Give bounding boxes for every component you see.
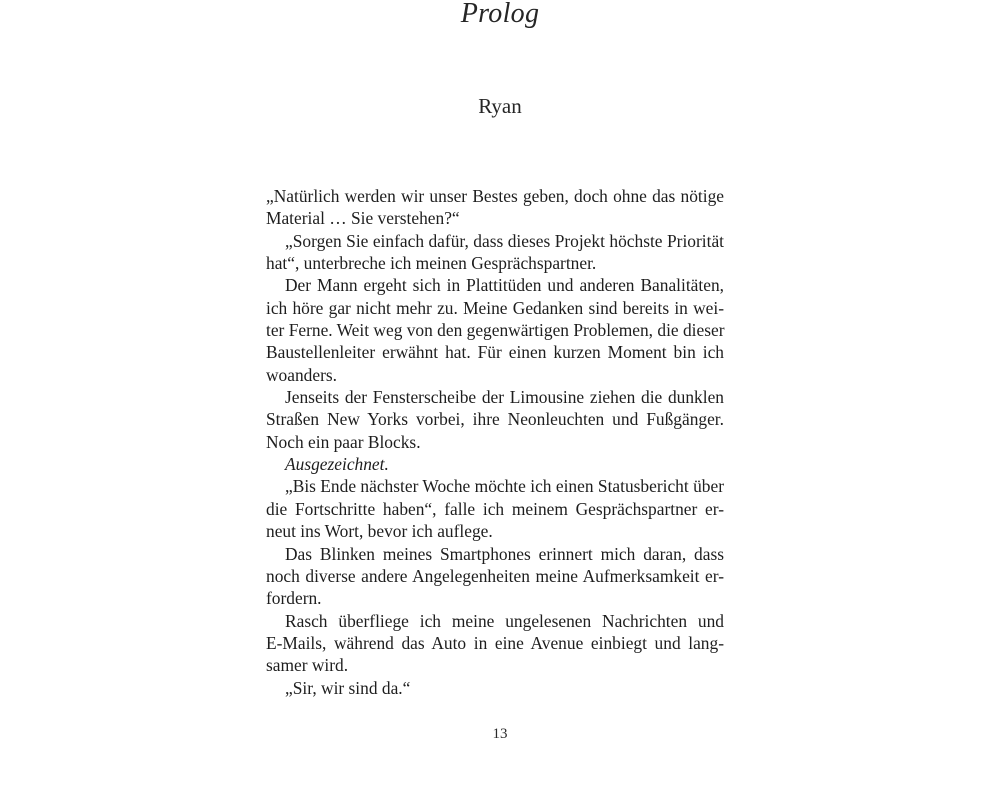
text-line: Rasch überfliege ich meine ungelesenen Nachrichten und [285,610,724,631]
text-line: „Sir, wir sind da.“ [285,677,411,698]
text-line: ter Ferne. Weit weg von den gegenwärtigen Problemen, die dieser [266,320,725,341]
text-line: Jenseits der Fensterscheibe der Limousine ziehen die dunklen [285,387,724,408]
paragraph [266,543,724,610]
text-line: Material … Sie verstehen?“ [266,208,460,229]
text-line: „Bis Ende nächster Woche möchte ich einen Statusbericht über [285,476,724,497]
page-number: 13 [492,726,508,742]
text-line: die Fortschritte haben“, falle ich meinem Gesprächspartner er- [266,498,724,519]
chapter-body-text [266,185,724,699]
text-line: Straßen New Yorks vorbei, ihre Neonleuchten und Fußgänger. [266,409,724,430]
paragraph [266,386,724,453]
text-line: ich höre gar nicht mehr zu. Meine Gedanken sind bereits in wei- [266,297,724,318]
section-title: Prolog [460,0,540,29]
paragraph [266,475,724,542]
paragraph [266,610,724,677]
paragraph [266,274,724,386]
text-line: Baustellenleiter erwähnt hat. Für einen kurzen Moment bin ich [266,342,724,363]
text-line: „Natürlich werden wir unser Bestes geben, doch ohne das nötige [266,186,724,206]
text-line: hat“, unterbreche ich meinen Gesprächspartner. [266,253,597,274]
paragraph [266,453,724,475]
text-line: woanders. [266,364,337,385]
paragraph [266,230,724,275]
text-line: neut ins Wort, bevor ich auflege. [266,521,493,542]
text-line: samer wird. [266,655,349,676]
text-line: E-Mails, während das Auto in eine Avenue einbiegt und lang- [266,632,724,653]
paragraph [266,185,724,230]
text-line: Noch ein paar Blocks. [266,431,421,452]
text-line: Das Blinken meines Smartphones erinnert mich daran, dass [285,543,724,564]
text-line: noch diverse andere Angelegenheiten meine Aufmerksamkeit er- [266,565,724,586]
paragraph [266,677,724,699]
text-line: fordern. [266,588,322,609]
chapter-title: Ryan [478,94,522,118]
text-line: „Sorgen Sie einfach dafür, dass dieses Projekt höchste Priorität [285,230,724,251]
text-line: Der Mann ergeht sich in Plattitüden und anderen Banalitäten, [285,275,724,296]
text-line: Ausgezeichnet. [285,454,389,475]
